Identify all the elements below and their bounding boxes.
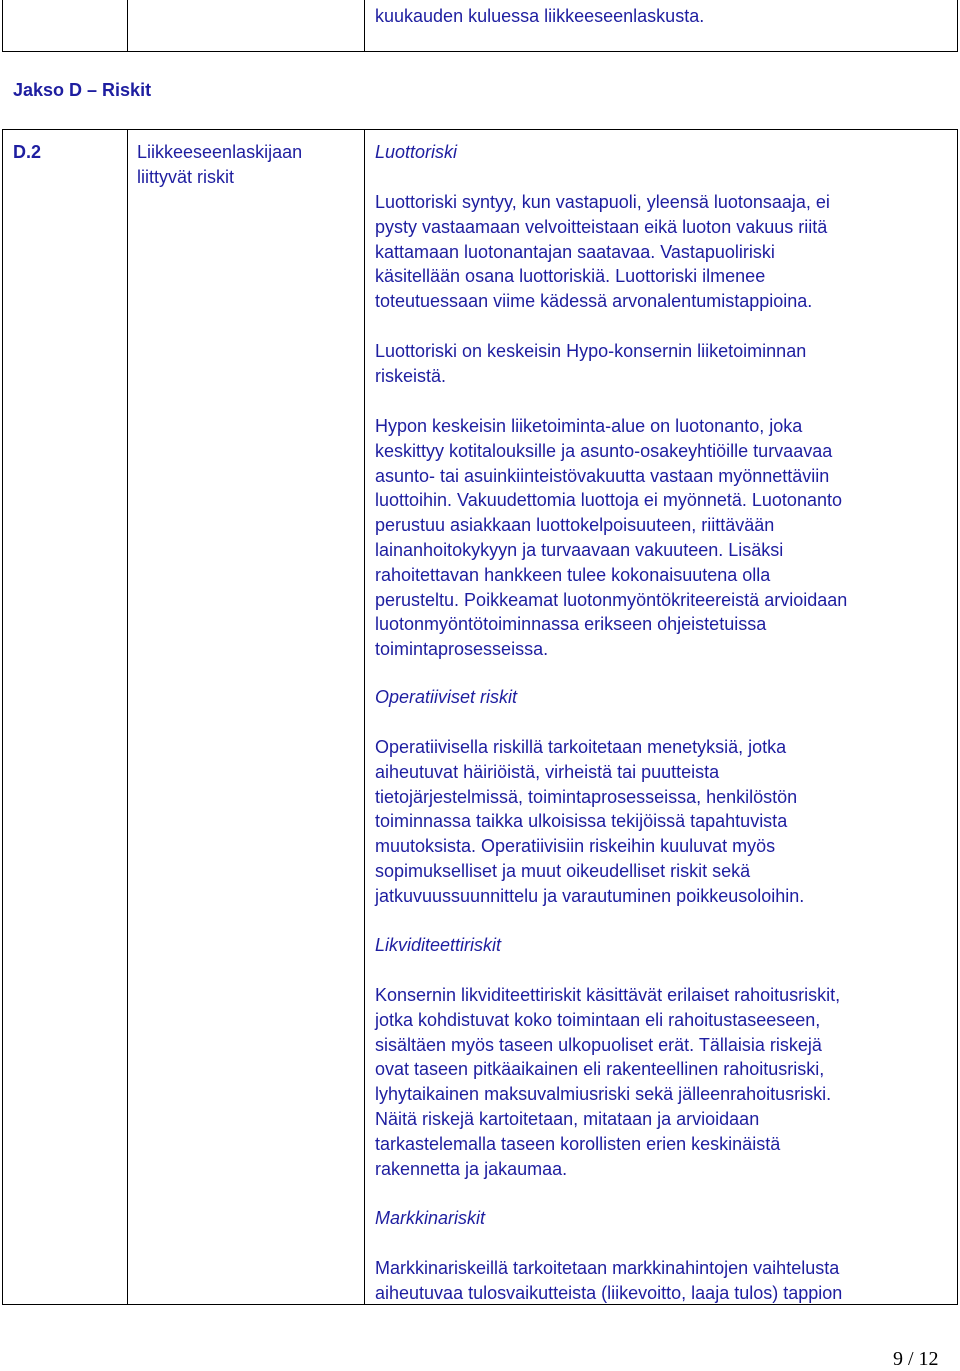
text-line: asunto- tai asuinkiinteistövakuutta vastaan myönnettäviin bbox=[375, 465, 830, 486]
page-number: 9 / 12 bbox=[893, 1348, 939, 1370]
row-title-line-2: liittyvät riskit bbox=[137, 166, 235, 187]
text-line: keskittyy kotitalouksille ja asunto-osakeyhtiöille turvaavaa bbox=[375, 440, 833, 461]
text-line: rakennetta ja jakaumaa. bbox=[375, 1158, 568, 1179]
text-line: luotonmyöntötoiminnassa erikseen ohjeistetuissa bbox=[375, 614, 767, 635]
text-line: lyhytaikainen maksuvalmiusriski sekä jälleenrahoitusriski. bbox=[375, 1084, 832, 1105]
table-rule-section-bottom bbox=[2, 129, 958, 130]
text-line: toimintaprosesseissa. bbox=[375, 639, 549, 660]
text-line: toteutuessaan viime kädessä arvonalentumistappioina. bbox=[375, 291, 813, 312]
text-line: perusteltu. Poikkeamat luotonmyöntökriteereistä arvioidaan bbox=[375, 589, 848, 610]
text-line: Konsernin likviditeettiriskit käsittävät erilaiset rahoitusriskit, bbox=[375, 985, 841, 1005]
table-divider-1-lower bbox=[127, 129, 128, 1305]
table-rule-top-row-bottom bbox=[2, 51, 958, 52]
table-border-right-lower bbox=[957, 129, 958, 1305]
markkina-heading: Markkinariskit bbox=[375, 1208, 486, 1228]
text-line: Hypon keskeisin liiketoiminta-alue on luotonanto, joka bbox=[375, 416, 803, 436]
operatiiviset-heading: Operatiiviset riskit bbox=[375, 687, 518, 707]
text-line: muutoksista. Operatiivisiin riskeihin kuuluvat myös bbox=[375, 836, 776, 857]
luottoriski-heading: Luottoriski bbox=[375, 142, 458, 162]
text-line: tietojärjestelmissä, toimintaprosesseissa, henkilöstön bbox=[375, 786, 798, 807]
table-border-left-lower bbox=[2, 129, 3, 1305]
row-title bbox=[137, 140, 302, 190]
operatiiviset-paragraph bbox=[375, 735, 804, 909]
text-line: Markkinariskeillä tarkoitetaan markkinahintojen vaihtelusta bbox=[375, 1258, 840, 1278]
text-line: kattamaan luotonantajan saatavaa. Vastapuoliriski bbox=[375, 241, 775, 262]
text-line: perustuu asiakkaan luottokelpoisuuteen, riittävään bbox=[375, 515, 775, 536]
row-code: D.2 bbox=[13, 142, 42, 162]
text-line: pysty vastaamaan velvoitteistaan eikä luoton vakuus riitä bbox=[375, 216, 828, 237]
text-line: lainanhoitokykyyn ja turvaavaan vakuuteen. Lisäksi bbox=[375, 539, 784, 560]
text-line: riskeistä. bbox=[375, 365, 447, 386]
likviditeetti-paragraph bbox=[375, 983, 840, 1181]
luottoriski-paragraph-2 bbox=[375, 339, 806, 389]
text-line: tarkastelemalla taseen korollisten erien keskinäistä bbox=[375, 1133, 781, 1154]
section-heading: Jakso D – Riskit bbox=[13, 80, 152, 100]
likviditeetti-heading: Likviditeettiriskit bbox=[375, 935, 502, 955]
table-border-left bbox=[2, 0, 3, 52]
text-line: Luottoriski syntyy, kun vastapuoli, yleensä luotonsaaja, ei bbox=[375, 192, 830, 212]
row-title-line-1: Liikkeeseenlaskijaan bbox=[137, 142, 303, 162]
top-row-text: kuukauden kuluessa liikkeeseenlaskusta. bbox=[375, 6, 705, 26]
text-line: jatkuvuussuunnittelu ja varautuminen poikkeusoloihin. bbox=[375, 885, 805, 906]
table-divider-1 bbox=[127, 0, 128, 52]
text-line: jotka kohdistuvat koko toimintaan eli rahoitustaseeseen, bbox=[375, 1009, 821, 1030]
text-line: aiheutuvat häiriöistä, virheistä tai puutteista bbox=[375, 761, 720, 782]
text-line: aiheutuvaa tulosvaikutteista (liikevoitto, laaja tulos) tappion bbox=[375, 1282, 843, 1303]
luottoriski-paragraph-3 bbox=[375, 414, 847, 662]
text-line: luottoihin. Vakuudettomia luottoja ei myönnetä. Luotonanto bbox=[375, 490, 842, 511]
table-border-right bbox=[957, 0, 958, 52]
text-line: toiminnassa taikka ulkoisissa tekijöissä tapahtuvista bbox=[375, 811, 788, 832]
markkina-paragraph bbox=[375, 1256, 842, 1306]
text-line: Näitä riskejä kartoitetaan, mitataan ja arvioidaan bbox=[375, 1108, 760, 1129]
table-divider-2 bbox=[364, 0, 365, 52]
text-line: ovat taseen pitkäaikainen eli rakenteellinen rahoitusriski, bbox=[375, 1059, 825, 1080]
text-line: Operatiivisella riskillä tarkoitetaan menetyksiä, jotka bbox=[375, 737, 787, 757]
text-line: sisältäen myös taseen ulkopuoliset erät. Tällaisia riskejä bbox=[375, 1034, 822, 1055]
text-line: sopimukselliset ja muut oikeudelliset riskit sekä bbox=[375, 860, 751, 881]
table-divider-2-lower bbox=[364, 129, 365, 1305]
text-line: käsitellään osana luottoriskiä. Luottoriski ilmenee bbox=[375, 266, 766, 287]
text-line: Luottoriski on keskeisin Hypo-konsernin liiketoiminnan bbox=[375, 341, 807, 361]
luottoriski-paragraph-1 bbox=[375, 190, 830, 314]
text-line: rahoitettavan hankkeen tulee kokonaisuutena olla bbox=[375, 564, 771, 585]
